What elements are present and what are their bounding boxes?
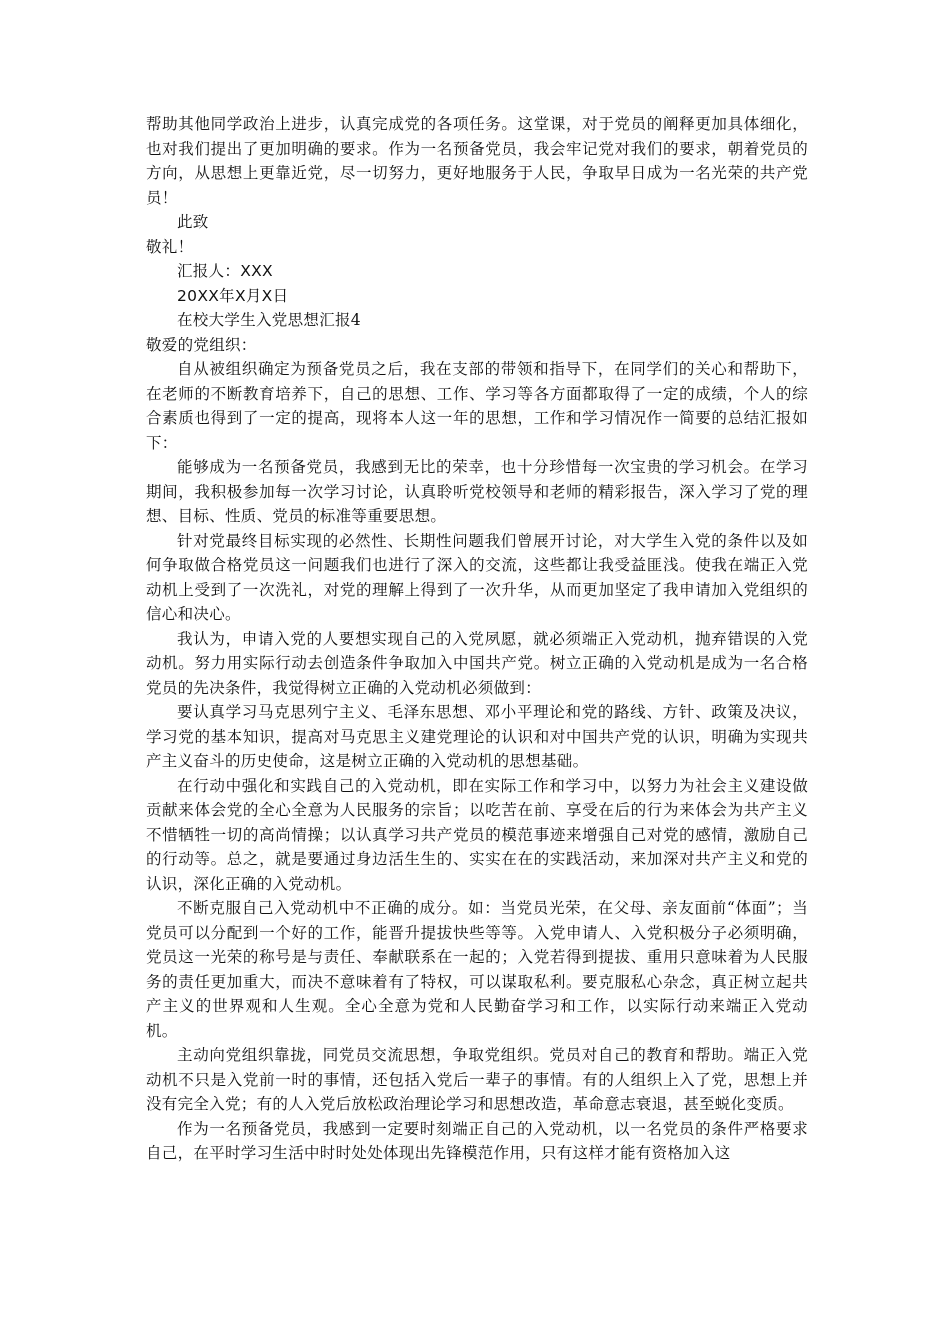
paragraph: 在行动中强化和实践自己的入党动机，即在实际工作和学习中，以努力为社会主义建设做贡献来体会党的全心全意为人民服务的宗旨；以吃苦在前、享受在后的行为来体会为共产主义不惜牺牲一切的高尚情操；以认真学习共产党员的模范事迹来增强自己对党的感情，激励自己的行动等。总之，就是要通过身边活生生的、实实在在的实践活动，来加深对共产主义和党的认识，深化正确的入党动机。 (146, 776, 808, 893)
paragraph: 主动向党组织靠拢，同党员交流思想，争取党组织。党员对自己的教育和帮助。端正入党动机不只是入党前一时的事情，还包括入党后一辈子的事情。有的人组织上入了党，思想上并没有完全入党；有的人入党后放松政治理论学习和思想改造，革命意志衰退，甚至蜕化变质。 (146, 1046, 808, 1113)
closing-salutation: 此致 (177, 213, 209, 231)
paragraph: 帮助其他同学政治上进步，认真完成党的各项任务。这堂课，对于党员的阐释更加具体细化，也对我们提出了更加明确的要求。作为一名预备党员，我会牢记党对我们的要求，朝着党员的方向，从思想上更靠近党，尽一切努力，更好地服务于人民，争取早日成为一名光荣的共产党员！ (146, 115, 808, 207)
greeting: 敬爱的党组织： (146, 335, 257, 354)
paragraph: 能够成为一名预备党员，我感到无比的荣幸，也十分珍惜每一次宝贵的学习机会。在学习期间，我积极参加每一次学习讨论，认真聆听党校领导和老师的精彩报告，深入学习了党的理想、目标、性质、党员的标准等重要思想。 (146, 458, 808, 525)
document-body (146, 112, 808, 1166)
paragraph: 自从被组织确定为预备党员之后，我在支部的带领和指导下，在同学们的关心和帮助下，在老师的不断教育培养下，自己的思想、工作、学习等各方面都取得了一定的成绩，个人的综合素质也得到了一定的提高，现将本人这一年的思想，工作和学习情况作一简要的总结汇报如下： (146, 360, 808, 452)
paragraph: 要认真学习马克思列宁主义、毛泽东思想、邓小平理论和党的路线、方针、政策及决议，学习党的基本知识，提高对马克思主义建党理论的认识和对中国共产党的认识，明确为实现共产主义奋斗的历史使命，这是树立正确的入党动机的思想基础。 (146, 703, 808, 770)
paragraph: 我认为，申请入党的人要想实现自己的入党夙愿，就必须端正入党动机，抛弃错误的入党动机。努力用实际行动去创造条件争取加入中国共产党。树立正确的入党动机是成为一名合格党员的先决条件，我觉得树立正确的入党动机必须做到： (146, 629, 808, 697)
reporter-line: 汇报人：XXX (177, 262, 273, 280)
paragraph: 针对党最终目标实现的必然性、长期性问题我们曾展开讨论，对大学生入党的条件以及如何争取做合格党员这一问题我们也进行了深入的交流，这些都让我受益匪浅。使我在端正入党动机上受到了一次洗礼，对党的理解上得到了一次升华，从而更加坚定了我申请加入党组织的信心和决心。 (146, 531, 808, 623)
paragraph: 作为一名预备党员，我感到一定要时刻端正自己的入党动机，以一名党员的条件严格要求自己，在平时学习生活中时时处处体现出先锋模范作用，只有这样才能有资格加入这 (146, 1119, 808, 1162)
paragraph: 不断克服自己入党动机中不正确的成分。如：当党员光荣，在父母、亲友面前“体面”；当党员可以分配到一个好的工作，能晋升提拔快些等等。入党申请人、入党积极分子必须明确，党员这一光荣的称号是与责任、奉献联系在一起的；入党若得到提拔、重用只意味着为人民服务的责任更加重大，而决不意味着有了特权，可以谋取私利。要克服私心杂念，真正树立起共产主义的世界观和人生观。全心全意为党和人民勤奋学习和工作，以实际行动来端正入党动机。 (146, 899, 808, 1040)
closing-respect: 敬礼！ (146, 237, 194, 256)
section-title: 在校大学生入党思想汇报4 (177, 311, 361, 329)
date-line: 20XX年X月X日 (177, 286, 289, 305)
